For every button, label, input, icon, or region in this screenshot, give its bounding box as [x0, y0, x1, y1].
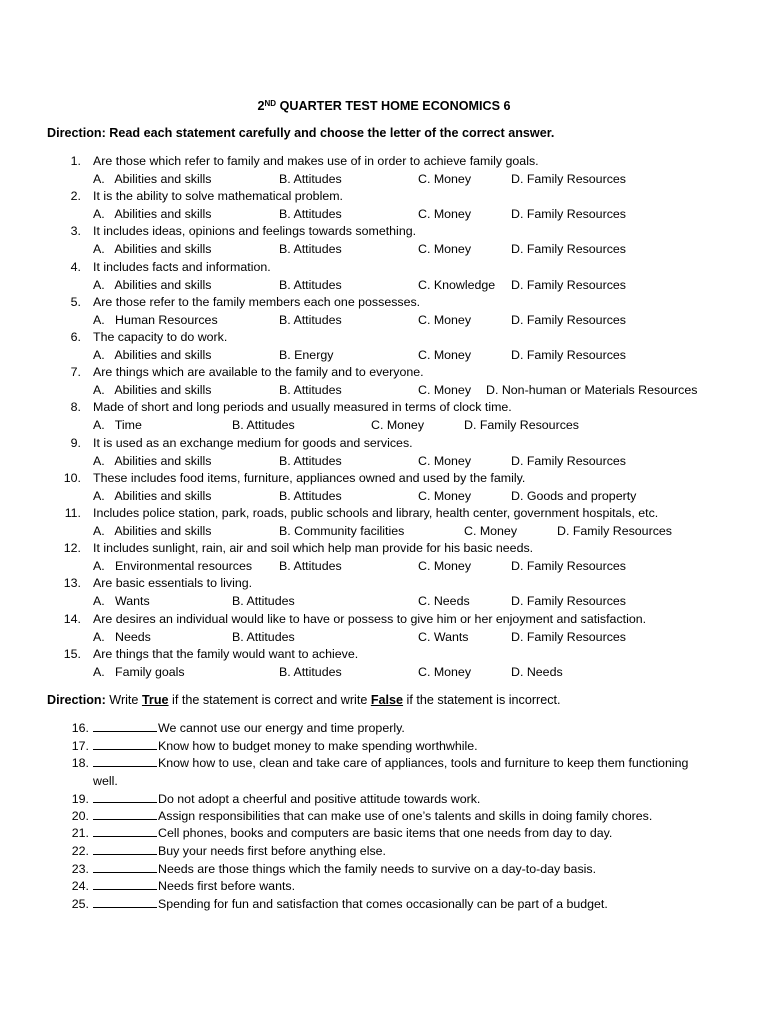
statement-number: 18. — [71, 756, 89, 770]
answer-option-d: D. Non-human or Materials Resources — [486, 383, 698, 398]
statement-text: Buy your needs first before anything else. — [158, 844, 386, 858]
question-text: It includes facts and information. — [93, 259, 271, 274]
statement-text: Do not adopt a cheerful and positive attitude towards work. — [158, 792, 481, 806]
answer-option-a: A. Environmental resources — [93, 559, 253, 574]
statement-line — [93, 720, 405, 736]
question-text: It is used as an exchange medium for goods and services. — [93, 435, 413, 450]
answer-blank[interactable] — [93, 808, 157, 820]
answer-option-b: B. Attitudes — [279, 277, 342, 292]
answer-blank[interactable] — [93, 896, 157, 908]
question-number: 10. — [63, 470, 81, 485]
question-text: Includes police station, park, roads, public schools and library, health center, government hospitals, etc. — [93, 506, 659, 520]
answer-blank[interactable] — [93, 878, 157, 890]
question-text: Are desires an individual would like to have or possess to give him or her enjoyment and satisfaction. — [93, 611, 647, 626]
question-number: 6. — [70, 330, 81, 344]
answer-option-b: B. Attitudes — [279, 207, 342, 222]
answer-option-d: D. Family Resources — [511, 312, 626, 327]
answer-option-b: B. Attitudes — [232, 629, 295, 644]
answer-option-b: B. Attitudes — [232, 594, 295, 609]
statement-line — [93, 878, 295, 894]
answer-option-b: B. Attitudes — [279, 664, 342, 679]
question-number: 14. — [63, 611, 81, 626]
statement-line — [93, 791, 480, 807]
answer-option-d: D. Family Resources — [511, 348, 626, 362]
answer-option-a: A. Abilities and skills — [93, 348, 212, 362]
question-text: The capacity to do work. — [93, 330, 228, 344]
question-number: 2. — [70, 189, 81, 204]
answer-option-d: D. Family Resources — [511, 242, 626, 257]
statement-number: 20. — [71, 809, 89, 823]
statement-number: 17. — [71, 739, 89, 753]
answer-option-a: A. Human Resources — [93, 312, 218, 327]
answer-option-a: A. Abilities and skills — [93, 242, 212, 257]
answer-option-d: D. Family Resources — [511, 172, 626, 186]
question-text: Are things that the family would want to achieve. — [93, 646, 359, 661]
answer-option-c: C. Money — [418, 559, 472, 574]
statement-text: We cannot use our energy and time properly. — [158, 721, 405, 735]
answer-option-a: A. Wants — [93, 594, 150, 609]
answer-option-b: B. Energy — [279, 348, 334, 362]
direction-true-false: Direction: Write True if the statement is correct and write False if the statement is incorrect. — [47, 693, 561, 707]
answer-option-c: C. Money — [418, 383, 472, 398]
answer-option-c: C. Money — [418, 242, 472, 257]
answer-option-a: A. Abilities and skills — [93, 488, 212, 503]
answer-blank[interactable] — [93, 843, 157, 855]
question-text: It is the ability to solve mathematical problem. — [93, 189, 343, 204]
question-number: 11. — [64, 506, 81, 520]
statement-text: Know how to use, clean and take care of appliances, tools and furniture to keep them functioning — [158, 756, 689, 770]
answer-option-b: B. Attitudes — [279, 172, 342, 186]
question-text: Are those which refer to family and makes use of in order to achieve family goals. — [93, 154, 539, 168]
question-number: 13. — [63, 576, 81, 591]
statement-number: 21. — [71, 826, 89, 840]
answer-option-c: C. Money — [418, 312, 472, 327]
question-text: Are basic essentials to living. — [93, 576, 253, 591]
answer-option-c: C. Money — [464, 524, 518, 538]
answer-option-a: A. Abilities and skills — [93, 277, 212, 292]
question-text: Made of short and long periods and usually measured in terms of clock time. — [93, 400, 512, 415]
statement-line — [93, 861, 596, 877]
answer-option-c: C. Wants — [418, 629, 469, 644]
answer-option-a: A. Family goals — [93, 664, 185, 679]
answer-option-d: D. Needs — [511, 664, 563, 679]
answer-option-a: A. Abilities and skills — [93, 172, 212, 186]
answer-option-d: D. Family Resources — [511, 207, 626, 222]
answer-option-c: C. Money — [418, 664, 472, 679]
statement-text: Assign responsibilities that can make use of one’s talents and skills in doing family chores. — [158, 809, 653, 823]
answer-option-a: A. Abilities and skills — [93, 524, 212, 538]
answer-option-a: A. Time — [93, 418, 142, 433]
statement-number: 23. — [71, 862, 89, 876]
answer-option-b: B. Attitudes — [279, 242, 342, 257]
answer-option-c: C. Money — [418, 453, 472, 468]
statement-number: 24. — [71, 879, 89, 893]
answer-option-c: C. Money — [418, 488, 472, 503]
answer-option-d: D. Goods and property — [511, 488, 637, 503]
answer-option-c: C. Needs — [418, 594, 470, 609]
statement-continuation: well. — [93, 774, 118, 788]
statement-text: Spending for fun and satisfaction that comes occasionally can be part of a budget. — [158, 897, 608, 911]
question-number: 9. — [70, 435, 81, 450]
answer-blank[interactable] — [93, 720, 157, 732]
answer-option-a: A. Abilities and skills — [93, 453, 212, 468]
statement-number: 16. — [71, 721, 89, 735]
answer-blank[interactable] — [93, 755, 157, 767]
answer-option-d: D. Family Resources — [511, 277, 626, 292]
question-number: 1. — [70, 154, 81, 168]
statement-line — [93, 896, 608, 912]
answer-option-b: B. Attitudes — [279, 312, 342, 327]
question-text: Are those refer to the family members each one possesses. — [93, 294, 421, 309]
answer-option-b: B. Attitudes — [279, 488, 342, 503]
answer-blank[interactable] — [93, 825, 157, 837]
answer-option-b: B. Community facilities — [279, 524, 405, 538]
answer-option-c: C. Knowledge — [418, 277, 496, 292]
answer-option-a: A. Abilities and skills — [93, 207, 212, 222]
question-text: Are things which are available to the family and to everyone. — [93, 365, 424, 380]
question-number: 4. — [70, 259, 81, 274]
answer-option-c: C. Money — [418, 348, 472, 362]
page-title: 2ND QUARTER TEST HOME ECONOMICS 6 — [257, 99, 511, 113]
statement-line — [93, 843, 386, 859]
question-number: 3. — [70, 224, 81, 239]
answer-option-d: D. Family Resources — [511, 559, 626, 574]
answer-option-d: D. Family Resources — [511, 453, 626, 468]
statement-text: Cell phones, books and computers are basic items that one needs from day to day. — [158, 826, 613, 840]
answer-option-d: D. Family Resources — [511, 594, 626, 609]
statement-line — [93, 755, 688, 771]
question-text: It includes ideas, opinions and feelings towards something. — [93, 224, 417, 239]
question-text: It includes sunlight, rain, air and soil which help man provide for his basic needs. — [93, 541, 534, 556]
statement-text: Needs first before wants. — [158, 879, 296, 893]
question-number: 5. — [70, 294, 81, 309]
statement-line — [93, 738, 478, 754]
answer-option-d: D. Family Resources — [464, 418, 579, 433]
answer-option-d: D. Family Resources — [557, 524, 672, 538]
answer-option-a: A. Needs — [93, 629, 151, 644]
answer-option-b: B. Attitudes — [279, 383, 342, 398]
answer-blank[interactable] — [93, 738, 157, 750]
answer-option-b: B. Attitudes — [279, 559, 342, 574]
direction-multiple-choice: Direction: Read each statement carefully and choose the letter of the correct answer. — [47, 126, 555, 140]
answer-blank[interactable] — [93, 791, 157, 803]
answer-option-b: B. Attitudes — [232, 418, 295, 433]
answer-option-c: C. Money — [418, 207, 472, 222]
statement-number: 25. — [71, 897, 89, 911]
question-text: These includes food items, furniture, appliances owned and used by the family. — [93, 470, 526, 485]
statement-text: Needs are those things which the family needs to survive on a day-to-day basis. — [158, 862, 597, 876]
answer-option-c: C. Money — [371, 418, 425, 433]
answer-option-d: D. Family Resources — [511, 629, 626, 644]
question-number: 15. — [63, 646, 81, 661]
question-number: 7. — [70, 365, 81, 380]
question-number: 12. — [63, 541, 81, 556]
answer-option-c: C. Money — [418, 172, 472, 186]
statement-number: 22. — [71, 844, 89, 858]
statement-text: Know how to budget money to make spending worthwhile. — [158, 739, 478, 753]
answer-option-a: A. Abilities and skills — [93, 383, 212, 398]
answer-blank[interactable] — [93, 861, 157, 873]
answer-option-b: B. Attitudes — [279, 453, 342, 468]
statement-line — [93, 808, 652, 824]
statement-number: 19. — [71, 792, 89, 806]
question-number: 8. — [70, 400, 81, 415]
statement-line — [93, 825, 612, 841]
